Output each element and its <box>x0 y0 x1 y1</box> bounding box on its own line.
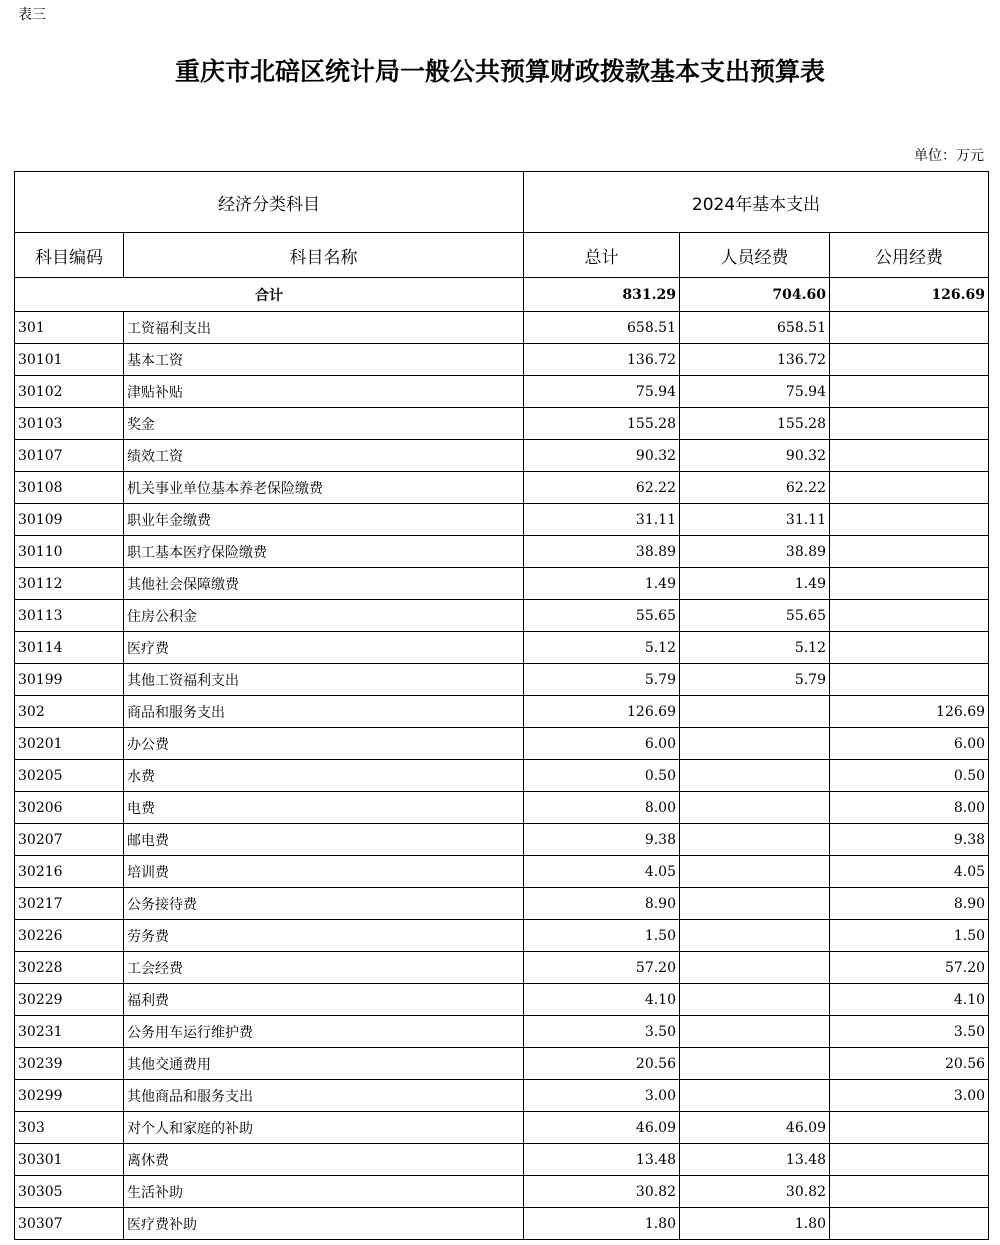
cell-public: 57.20 <box>830 952 989 984</box>
cell-personnel: 31.11 <box>680 504 830 536</box>
cell-personnel: 1.49 <box>680 568 830 600</box>
table-row <box>15 1080 989 1112</box>
cell-public <box>830 472 989 504</box>
cell-name: 绩效工资 <box>124 440 524 472</box>
cell-public: 1.50 <box>830 920 989 952</box>
cell-public <box>830 1208 989 1240</box>
table-label: 表三 <box>18 7 46 23</box>
cell-personnel: 155.28 <box>680 408 830 440</box>
column-header-code: 科目编码 <box>15 233 124 278</box>
cell-code: 302 <box>15 696 124 728</box>
cell-total: 658.51 <box>524 312 680 344</box>
table-row <box>15 568 989 600</box>
cell-name: 商品和服务支出 <box>124 696 524 728</box>
page-title: 重庆市北碚区统计局一般公共预算财政拨款基本支出预算表 <box>174 57 825 86</box>
cell-public: 8.90 <box>830 888 989 920</box>
total-public: 126.69 <box>830 278 989 312</box>
cell-code: 30113 <box>15 600 124 632</box>
cell-public: 6.00 <box>830 728 989 760</box>
cell-personnel <box>680 888 830 920</box>
table-row <box>15 728 989 760</box>
cell-code: 30229 <box>15 984 124 1016</box>
cell-name: 公务用车运行维护费 <box>124 1016 524 1048</box>
cell-public <box>830 408 989 440</box>
cell-code: 30305 <box>15 1176 124 1208</box>
cell-public <box>830 440 989 472</box>
table-row <box>15 472 989 504</box>
cell-total: 3.50 <box>524 1016 680 1048</box>
cell-code: 30103 <box>15 408 124 440</box>
budget-table <box>14 171 989 1240</box>
cell-total: 38.89 <box>524 536 680 568</box>
unit-label: 单位：万元 <box>914 148 984 164</box>
cell-code: 30226 <box>15 920 124 952</box>
cell-name: 劳务费 <box>124 920 524 952</box>
cell-personnel: 75.94 <box>680 376 830 408</box>
cell-name: 对个人和家庭的补助 <box>124 1112 524 1144</box>
cell-name: 津贴补贴 <box>124 376 524 408</box>
cell-personnel <box>680 952 830 984</box>
cell-name: 福利费 <box>124 984 524 1016</box>
table-row <box>15 344 989 376</box>
cell-name: 机关事业单位基本养老保险缴费 <box>124 472 524 504</box>
cell-personnel <box>680 760 830 792</box>
cell-name: 工资福利支出 <box>124 312 524 344</box>
cell-personnel <box>680 728 830 760</box>
cell-total: 8.00 <box>524 792 680 824</box>
cell-personnel: 90.32 <box>680 440 830 472</box>
cell-personnel <box>680 984 830 1016</box>
table-row <box>15 696 989 728</box>
cell-name: 离休费 <box>124 1144 524 1176</box>
cell-public: 4.10 <box>830 984 989 1016</box>
cell-personnel <box>680 696 830 728</box>
total-label: 合计 <box>15 278 524 312</box>
table-row <box>15 824 989 856</box>
cell-total: 8.90 <box>524 888 680 920</box>
column-header-name: 科目名称 <box>124 233 524 278</box>
cell-total: 136.72 <box>524 344 680 376</box>
cell-total: 1.50 <box>524 920 680 952</box>
cell-public <box>830 664 989 696</box>
cell-total: 55.65 <box>524 600 680 632</box>
cell-name: 住房公积金 <box>124 600 524 632</box>
cell-public <box>830 312 989 344</box>
table-row <box>15 1048 989 1080</box>
cell-total: 4.05 <box>524 856 680 888</box>
group-header-basic-expense: 2024年基本支出 <box>524 172 989 233</box>
cell-name: 其他社会保障缴费 <box>124 568 524 600</box>
cell-code: 30108 <box>15 472 124 504</box>
cell-public: 3.50 <box>830 1016 989 1048</box>
table-row <box>15 536 989 568</box>
cell-personnel <box>680 792 830 824</box>
cell-name: 基本工资 <box>124 344 524 376</box>
cell-total: 9.38 <box>524 824 680 856</box>
table-row <box>15 888 989 920</box>
budget-table-body <box>15 172 989 1240</box>
cell-name: 生活补助 <box>124 1176 524 1208</box>
table-row <box>15 792 989 824</box>
cell-total: 62.22 <box>524 472 680 504</box>
cell-code: 30231 <box>15 1016 124 1048</box>
cell-name: 奖金 <box>124 408 524 440</box>
cell-name: 邮电费 <box>124 824 524 856</box>
cell-public <box>830 1176 989 1208</box>
cell-code: 30307 <box>15 1208 124 1240</box>
cell-personnel <box>680 856 830 888</box>
cell-name: 职工基本医疗保险缴费 <box>124 536 524 568</box>
cell-public: 8.00 <box>830 792 989 824</box>
cell-code: 30199 <box>15 664 124 696</box>
cell-total: 13.48 <box>524 1144 680 1176</box>
cell-total: 0.50 <box>524 760 680 792</box>
cell-code: 30205 <box>15 760 124 792</box>
table-row <box>15 440 989 472</box>
cell-public: 4.05 <box>830 856 989 888</box>
cell-name: 其他交通费用 <box>124 1048 524 1080</box>
cell-personnel <box>680 1016 830 1048</box>
cell-code: 30207 <box>15 824 124 856</box>
cell-name: 职业年金缴费 <box>124 504 524 536</box>
cell-public <box>830 1112 989 1144</box>
cell-total: 1.80 <box>524 1208 680 1240</box>
cell-public <box>830 504 989 536</box>
cell-name: 电费 <box>124 792 524 824</box>
cell-personnel: 62.22 <box>680 472 830 504</box>
cell-name: 培训费 <box>124 856 524 888</box>
column-header-total: 总计 <box>524 233 680 278</box>
cell-name: 其他商品和服务支出 <box>124 1080 524 1112</box>
total-sum: 831.29 <box>524 278 680 312</box>
cell-name: 工会经费 <box>124 952 524 984</box>
cell-public: 20.56 <box>830 1048 989 1080</box>
cell-personnel <box>680 1048 830 1080</box>
table-row <box>15 600 989 632</box>
cell-code: 30107 <box>15 440 124 472</box>
cell-total: 6.00 <box>524 728 680 760</box>
table-row <box>15 632 989 664</box>
table-row <box>15 920 989 952</box>
table-row <box>15 760 989 792</box>
cell-code: 30299 <box>15 1080 124 1112</box>
cell-total: 31.11 <box>524 504 680 536</box>
table-row <box>15 1144 989 1176</box>
table-row <box>15 856 989 888</box>
cell-total: 5.79 <box>524 664 680 696</box>
cell-code: 30109 <box>15 504 124 536</box>
group-header-row <box>15 172 989 233</box>
cell-personnel <box>680 1080 830 1112</box>
cell-total: 1.49 <box>524 568 680 600</box>
cell-code: 30301 <box>15 1144 124 1176</box>
table-row <box>15 376 989 408</box>
cell-total: 46.09 <box>524 1112 680 1144</box>
cell-total: 126.69 <box>524 696 680 728</box>
cell-public <box>830 376 989 408</box>
cell-code: 30101 <box>15 344 124 376</box>
cell-personnel: 136.72 <box>680 344 830 376</box>
table-row <box>15 1016 989 1048</box>
cell-public <box>830 1144 989 1176</box>
column-header-personnel: 人员经费 <box>680 233 830 278</box>
cell-public <box>830 632 989 664</box>
cell-code: 30110 <box>15 536 124 568</box>
cell-public: 3.00 <box>830 1080 989 1112</box>
cell-total: 5.12 <box>524 632 680 664</box>
cell-name: 公务接待费 <box>124 888 524 920</box>
cell-public <box>830 344 989 376</box>
cell-public: 0.50 <box>830 760 989 792</box>
cell-total: 30.82 <box>524 1176 680 1208</box>
cell-code: 30216 <box>15 856 124 888</box>
cell-code: 30112 <box>15 568 124 600</box>
cell-personnel <box>680 920 830 952</box>
cell-total: 155.28 <box>524 408 680 440</box>
cell-code: 30102 <box>15 376 124 408</box>
cell-name: 其他工资福利支出 <box>124 664 524 696</box>
cell-name: 水费 <box>124 760 524 792</box>
table-row <box>15 664 989 696</box>
cell-code: 30217 <box>15 888 124 920</box>
cell-public <box>830 600 989 632</box>
cell-personnel: 38.89 <box>680 536 830 568</box>
cell-code: 30206 <box>15 792 124 824</box>
cell-personnel: 55.65 <box>680 600 830 632</box>
cell-public <box>830 536 989 568</box>
table-row <box>15 408 989 440</box>
cell-public: 126.69 <box>830 696 989 728</box>
cell-total: 75.94 <box>524 376 680 408</box>
cell-public: 9.38 <box>830 824 989 856</box>
table-row <box>15 1208 989 1240</box>
cell-code: 30228 <box>15 952 124 984</box>
total-personnel: 704.60 <box>680 278 830 312</box>
cell-total: 57.20 <box>524 952 680 984</box>
cell-code: 30114 <box>15 632 124 664</box>
cell-code: 301 <box>15 312 124 344</box>
cell-personnel: 13.48 <box>680 1144 830 1176</box>
cell-public <box>830 568 989 600</box>
total-row <box>15 278 989 312</box>
cell-code: 303 <box>15 1112 124 1144</box>
table-row <box>15 1112 989 1144</box>
cell-name: 医疗费 <box>124 632 524 664</box>
cell-personnel: 5.79 <box>680 664 830 696</box>
cell-total: 20.56 <box>524 1048 680 1080</box>
cell-code: 30239 <box>15 1048 124 1080</box>
cell-name: 医疗费补助 <box>124 1208 524 1240</box>
table-row <box>15 312 989 344</box>
cell-personnel: 1.80 <box>680 1208 830 1240</box>
cell-personnel: 5.12 <box>680 632 830 664</box>
cell-personnel: 46.09 <box>680 1112 830 1144</box>
table-row <box>15 952 989 984</box>
table-row <box>15 984 989 1016</box>
table-row <box>15 1176 989 1208</box>
cell-personnel <box>680 824 830 856</box>
group-header-economic: 经济分类科目 <box>15 172 524 233</box>
column-header-public: 公用经费 <box>830 233 989 278</box>
cell-code: 30201 <box>15 728 124 760</box>
cell-total: 90.32 <box>524 440 680 472</box>
cell-total: 3.00 <box>524 1080 680 1112</box>
cell-personnel: 30.82 <box>680 1176 830 1208</box>
cell-total: 4.10 <box>524 984 680 1016</box>
column-header-row <box>15 233 989 278</box>
cell-personnel: 658.51 <box>680 312 830 344</box>
cell-name: 办公费 <box>124 728 524 760</box>
table-row <box>15 504 989 536</box>
